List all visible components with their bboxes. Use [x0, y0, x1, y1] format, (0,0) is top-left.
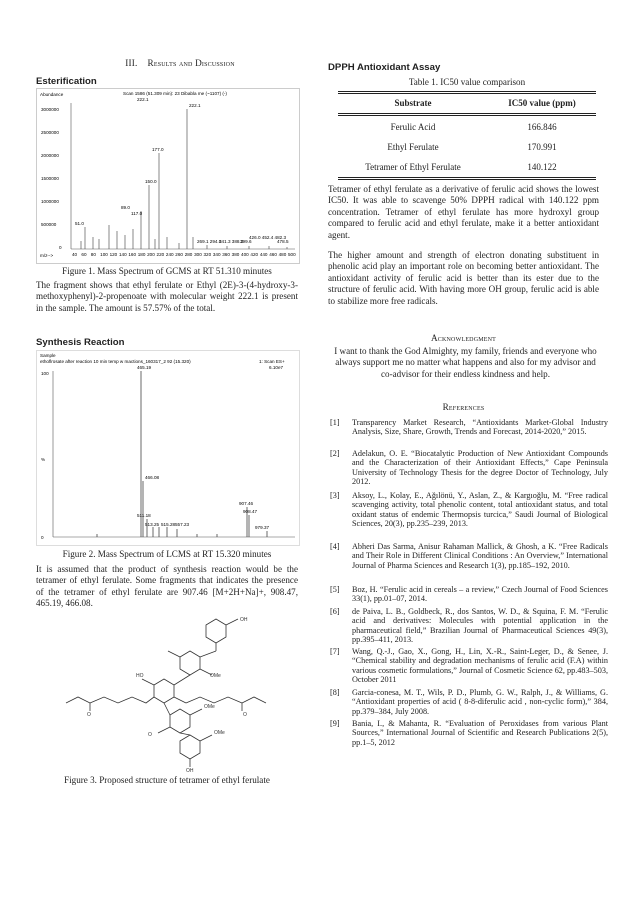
fig1-y-tick: 3000000 — [41, 107, 59, 112]
fig1-peak-label: 117.0 — [131, 211, 143, 216]
esterification-heading: Esterification — [36, 76, 97, 87]
fig1-x-tick: 480 — [278, 252, 287, 257]
figure-3-structure — [50, 615, 290, 773]
table-cell-substrate: Tetramer of Ethyl Ferulate — [365, 162, 461, 172]
fig2-top-peak-label: 465.19 — [137, 365, 152, 370]
fig1-x-tick: 360 — [222, 252, 230, 257]
fig2-peak-label: 979.37 — [255, 525, 270, 530]
reference-number: [6] — [330, 607, 340, 616]
reference-text: de Paiva, L. B., Goldbeck, R., dos Santos, W. D., & Squina, F. M. “Ferulic acid and derivatives: Molecules with potential application in the pharmaceutical field,” Brazilian Journal of Pharmaceutical Sciences 49(3), pp.395–411, 2013. — [352, 607, 608, 644]
fig2-header-scan: 1: Scan ES+ — [259, 359, 285, 364]
fig1-y-tick: 1000000 — [41, 199, 59, 204]
fig1-x-tick: 340 — [212, 252, 221, 257]
reference-item — [330, 491, 608, 539]
fig1-peak-label: 177.0 — [152, 147, 164, 152]
reference-number: [4] — [330, 542, 340, 551]
fig1-x-tick: 300 — [194, 252, 202, 257]
fig1-x-tick: 380 — [231, 252, 240, 257]
dpph-heading: DPPH Antioxidant Assay — [328, 62, 441, 73]
fig1-corner-label: Abundance — [40, 92, 64, 97]
reference-item — [330, 607, 608, 645]
reference-item — [330, 647, 608, 685]
figure-2-spectrum — [36, 350, 300, 546]
fig1-peaks — [81, 109, 287, 249]
fig2-peak-label: 557.23 — [175, 522, 190, 527]
table-cell-ic50: 170.991 — [527, 142, 557, 152]
fig1-peak-label: 269.1 294.0 — [197, 239, 222, 244]
fig1-x-tick: 40 — [72, 252, 78, 257]
figure-2-caption: Figure 2. Mass Spectrum of LCMS at RT 15.320 minutes — [62, 549, 272, 559]
figure-3-caption: Figure 3. Proposed structure of tetramer of ethyl ferulate — [64, 775, 270, 785]
svg-text:OH: OH — [186, 768, 194, 773]
fig2-header-intensity: 6.10e7 — [269, 365, 284, 370]
fig1-x-ticks — [72, 252, 296, 257]
reference-number: [9] — [330, 719, 340, 728]
ic50-table — [338, 91, 596, 183]
reference-text: Transparency Market Research, “Antioxidants Market-Global Industry Analysis, Size, Share, Growth, Trends and Forecast, 2014-2020,” 2015. — [352, 418, 608, 437]
table-cell-ic50: 166.846 — [527, 122, 557, 132]
fig1-peak-label: 89.0 — [121, 205, 130, 210]
reference-item — [330, 542, 608, 580]
fig1-y-tick: 0 — [59, 245, 62, 250]
table-cell-substrate: Ferulic Acid — [390, 122, 436, 132]
fig1-x-tick: 440 — [259, 252, 268, 257]
benzene-ring — [180, 735, 200, 759]
benzene-ring — [154, 679, 174, 703]
fig2-peak-label: 908.47 — [243, 509, 258, 514]
table-title: Table 1. IC50 value comparison — [408, 77, 526, 87]
references-heading: References — [442, 402, 485, 412]
fig1-x-tick: 120 — [109, 252, 118, 257]
svg-text:O: O — [148, 732, 152, 738]
fig1-scan-header: Scan 1586 (51.309 min): 23 Dibabla me (~1107) (-) — [123, 91, 227, 96]
fig1-x-tick: 60 — [81, 252, 87, 257]
fig1-y-tick: 2500000 — [41, 130, 59, 135]
fig1-x-tick: 280 — [184, 252, 193, 257]
acknowledgment-heading: Acknowledgment — [430, 333, 497, 343]
fig1-x-tick: 500 — [288, 252, 296, 257]
reference-item — [330, 449, 608, 487]
reference-number: [3] — [330, 491, 340, 500]
fig1-x-tick: 200 — [147, 252, 155, 257]
reference-text: Aksoy, L., Kolay, E., Ağılönü, Y., Aslan, Z., & Kargıoğlu, M. “Free radical scavenging activity, total phenolic content, total antioxidant status, and total oxidant status of endemic Thermopsis turcica,” Saudi Journal of Biological Sciences, 20(3), pp.235–239, 2013. — [352, 491, 608, 528]
fig1-x-tick: 180 — [137, 252, 146, 257]
reference-number: [7] — [330, 647, 340, 656]
synthesis-paragraph: It is assumed that the product of synthesis reaction would be the tetramer of ethyl ferulate. Some fragments that indicates the presence of the tetramer of ethyl ferulate are 907.46 [M+2H+Na]+, 908.47, 465.19, 466.08. — [36, 564, 298, 609]
svg-text:HO: HO — [136, 673, 144, 679]
fig1-peak-label: 51.0 — [75, 221, 84, 226]
svg-text:OMe: OMe — [204, 704, 215, 710]
fig1-peak-label: 426.0 452.4 482.3 — [249, 235, 287, 240]
fig2-peak-label: 515.28 — [161, 522, 176, 527]
reference-text: Bania, I., & Mahanta, R. “Evaluation of Peroxidases from various Plant Sources,” International Journal of Scientific and Research Publications 2(5), pp.1–5, 2012 — [352, 719, 608, 747]
fig1-x-tick: 220 — [156, 252, 165, 257]
reference-item — [330, 719, 608, 749]
reference-item — [330, 418, 608, 446]
reference-number: [8] — [330, 688, 340, 697]
fig1-y-tick: 1500000 — [41, 176, 59, 181]
fig1-peak-label: 150.0 — [145, 179, 157, 184]
reference-text: Wang, Q.-J., Gao, X., Gong, H., Lin, X.-R., Saint-Leger, D., & Senee, J. “Chemical stability and degradation mechanisms of ferulic acid (F.A) within various cosmetic formulations,” Journal of Cosmetic Science 62, pp.483–503, October 2011 — [352, 647, 608, 684]
reference-text: Garcia-conesa, M. T., Wils, P. D., Plumb, G. W., Ralph, J., & Williams, G. “Antioxidant properties of acid ( 8-8-diferulic acid , non-cyclic form),” 384, pp.379–384, July 2008. — [352, 688, 608, 716]
fig2-peak-label: 513.25 — [145, 522, 160, 527]
table-cell-substrate: Ethyl Ferulate — [387, 142, 439, 152]
fig2-peaks — [97, 371, 270, 537]
fig2-peak-label: 511.18 — [137, 513, 151, 518]
reference-item — [330, 688, 608, 716]
fig1-peak-label: 478.5 — [277, 239, 289, 244]
fig1-x-label: m/z--> — [40, 253, 54, 258]
fig1-y-axis — [41, 103, 71, 250]
fig1-y-tick: 500000 — [41, 222, 57, 227]
reference-text: Boz, H. “Ferulic acid in cereals – a review,” Czech Journal of Food Sciences 33(1), pp.01–07, 2014. — [352, 585, 608, 604]
acknowledgment-text: I want to thank the God Almighty, my family, friends and everyone who always support me no matter what happens and also for my advisor and co-advisor for their endless kindness and help. — [334, 346, 597, 379]
tetramer-structure-drawing — [50, 615, 290, 773]
fig1-x-tick: 140 — [118, 252, 127, 257]
figure-1-spectrum — [36, 88, 300, 264]
fig1-peak-label: 399.6 — [240, 239, 252, 244]
svg-text:O: O — [87, 712, 91, 718]
fig1-scan-header-peak: 222.1 — [137, 97, 149, 102]
fig2-y-pct: % — [41, 457, 46, 462]
references-list — [330, 418, 608, 718]
fig1-x-tick: 260 — [175, 252, 183, 257]
reference-text: Abheri Das Sarma, Anisur Rahaman Mallick, & Ghosh, a K. “Free Radicals and Their Role in Different Clinical Conditions : An Overview,” International Journal of Pharma Sciences and Research 1(3), pp.185–192, 2010. — [352, 542, 608, 570]
reference-number: [1] — [330, 418, 340, 427]
reference-number: [5] — [330, 585, 340, 594]
table-header-ic50: IC50 value (ppm) — [508, 98, 576, 108]
fig1-x-tick: 420 — [250, 252, 259, 257]
fig1-x-tick: 400 — [241, 252, 249, 257]
dpph-paragraph-2: The higher amount and strength of electron donating substituent in phenolic acid play an important role on becoming better antioxidant. The antioxidant activity of ferulic acid is better than its ester due to the structure of ferulic acid. With having more OH group, ferulic acid is able to stabilize more free radicals. — [328, 250, 599, 306]
fig1-x-tick: 460 — [269, 252, 277, 257]
fig1-peak-label: 222.1 — [189, 103, 201, 108]
svg-text:OMe: OMe — [214, 730, 225, 736]
table-header-substrate: Substrate — [394, 98, 432, 108]
fig1-y-tick: 2000000 — [41, 153, 59, 158]
reference-text: Adelakun, O. E. “Biocatalytic Production of New Antioxidant Compounds and the Characterization of their Antioxidant Effects,” Cape Peninsula University of Technology Thesis for the degree Doctor of Technology, July 2012. — [352, 449, 608, 486]
svg-text:O: O — [243, 712, 247, 718]
fig1-x-tick: 160 — [128, 252, 137, 257]
fig2-peak-label: 466.08 — [145, 475, 160, 480]
figure-1-caption: Figure 1. Mass Spectrum of GCMS at RT 51.310 minutes — [62, 266, 272, 276]
fig2-header-run: ethoflrosate after reaction 10 min temp w mactions_160317_2 92 (15.320) — [40, 359, 191, 364]
svg-text:OH: OH — [240, 617, 248, 623]
fig1-peak-label: 341.3 388.2 — [219, 239, 244, 244]
esterification-paragraph: The fragment shows that ethyl ferulate or Ethyl (2E)-3-(4-hydroxy-3-methoxyphenyl)-2-propenoate with molecular weight 222.1 is present in the sample. The amount is 57.57% of the total. — [36, 280, 298, 313]
fig1-x-tick: 240 — [165, 252, 174, 257]
svg-text:OMe: OMe — [210, 673, 221, 679]
table-cell-ic50: 140.122 — [527, 162, 557, 172]
fig2-header-sample: Sample — [40, 353, 56, 358]
section-title: III. Results and Discussion — [125, 58, 235, 68]
lcms-spectrum-plot — [37, 351, 299, 545]
reference-item — [330, 585, 608, 605]
fig1-x-tick: 80 — [90, 252, 96, 257]
fig2-peak-label: 907.46 — [239, 501, 254, 506]
gcms-spectrum-plot — [37, 89, 299, 263]
benzene-ring — [180, 651, 200, 675]
fig2-y-top: 100 — [41, 371, 49, 376]
dpph-paragraph-1: Tetramer of ethyl ferulate as a derivative of ferulic acid shows the lowest IC50. It was able to scavenge 50% DPPH radical with 140.122 ppm concentration. Tetramer of ethyl ferulate has more hydroxyl group compared to ferulic acid and ethyl ferulate, make it a better antioxidant agent. — [328, 184, 599, 240]
benzene-ring — [206, 619, 226, 643]
reference-number: [2] — [330, 449, 340, 458]
benzene-ring — [170, 709, 190, 733]
fig1-x-tick: 320 — [203, 252, 212, 257]
fig1-x-tick: 100 — [100, 252, 108, 257]
fig2-y-zero: 0 — [41, 535, 44, 540]
synthesis-heading: Synthesis Reaction — [36, 337, 125, 348]
